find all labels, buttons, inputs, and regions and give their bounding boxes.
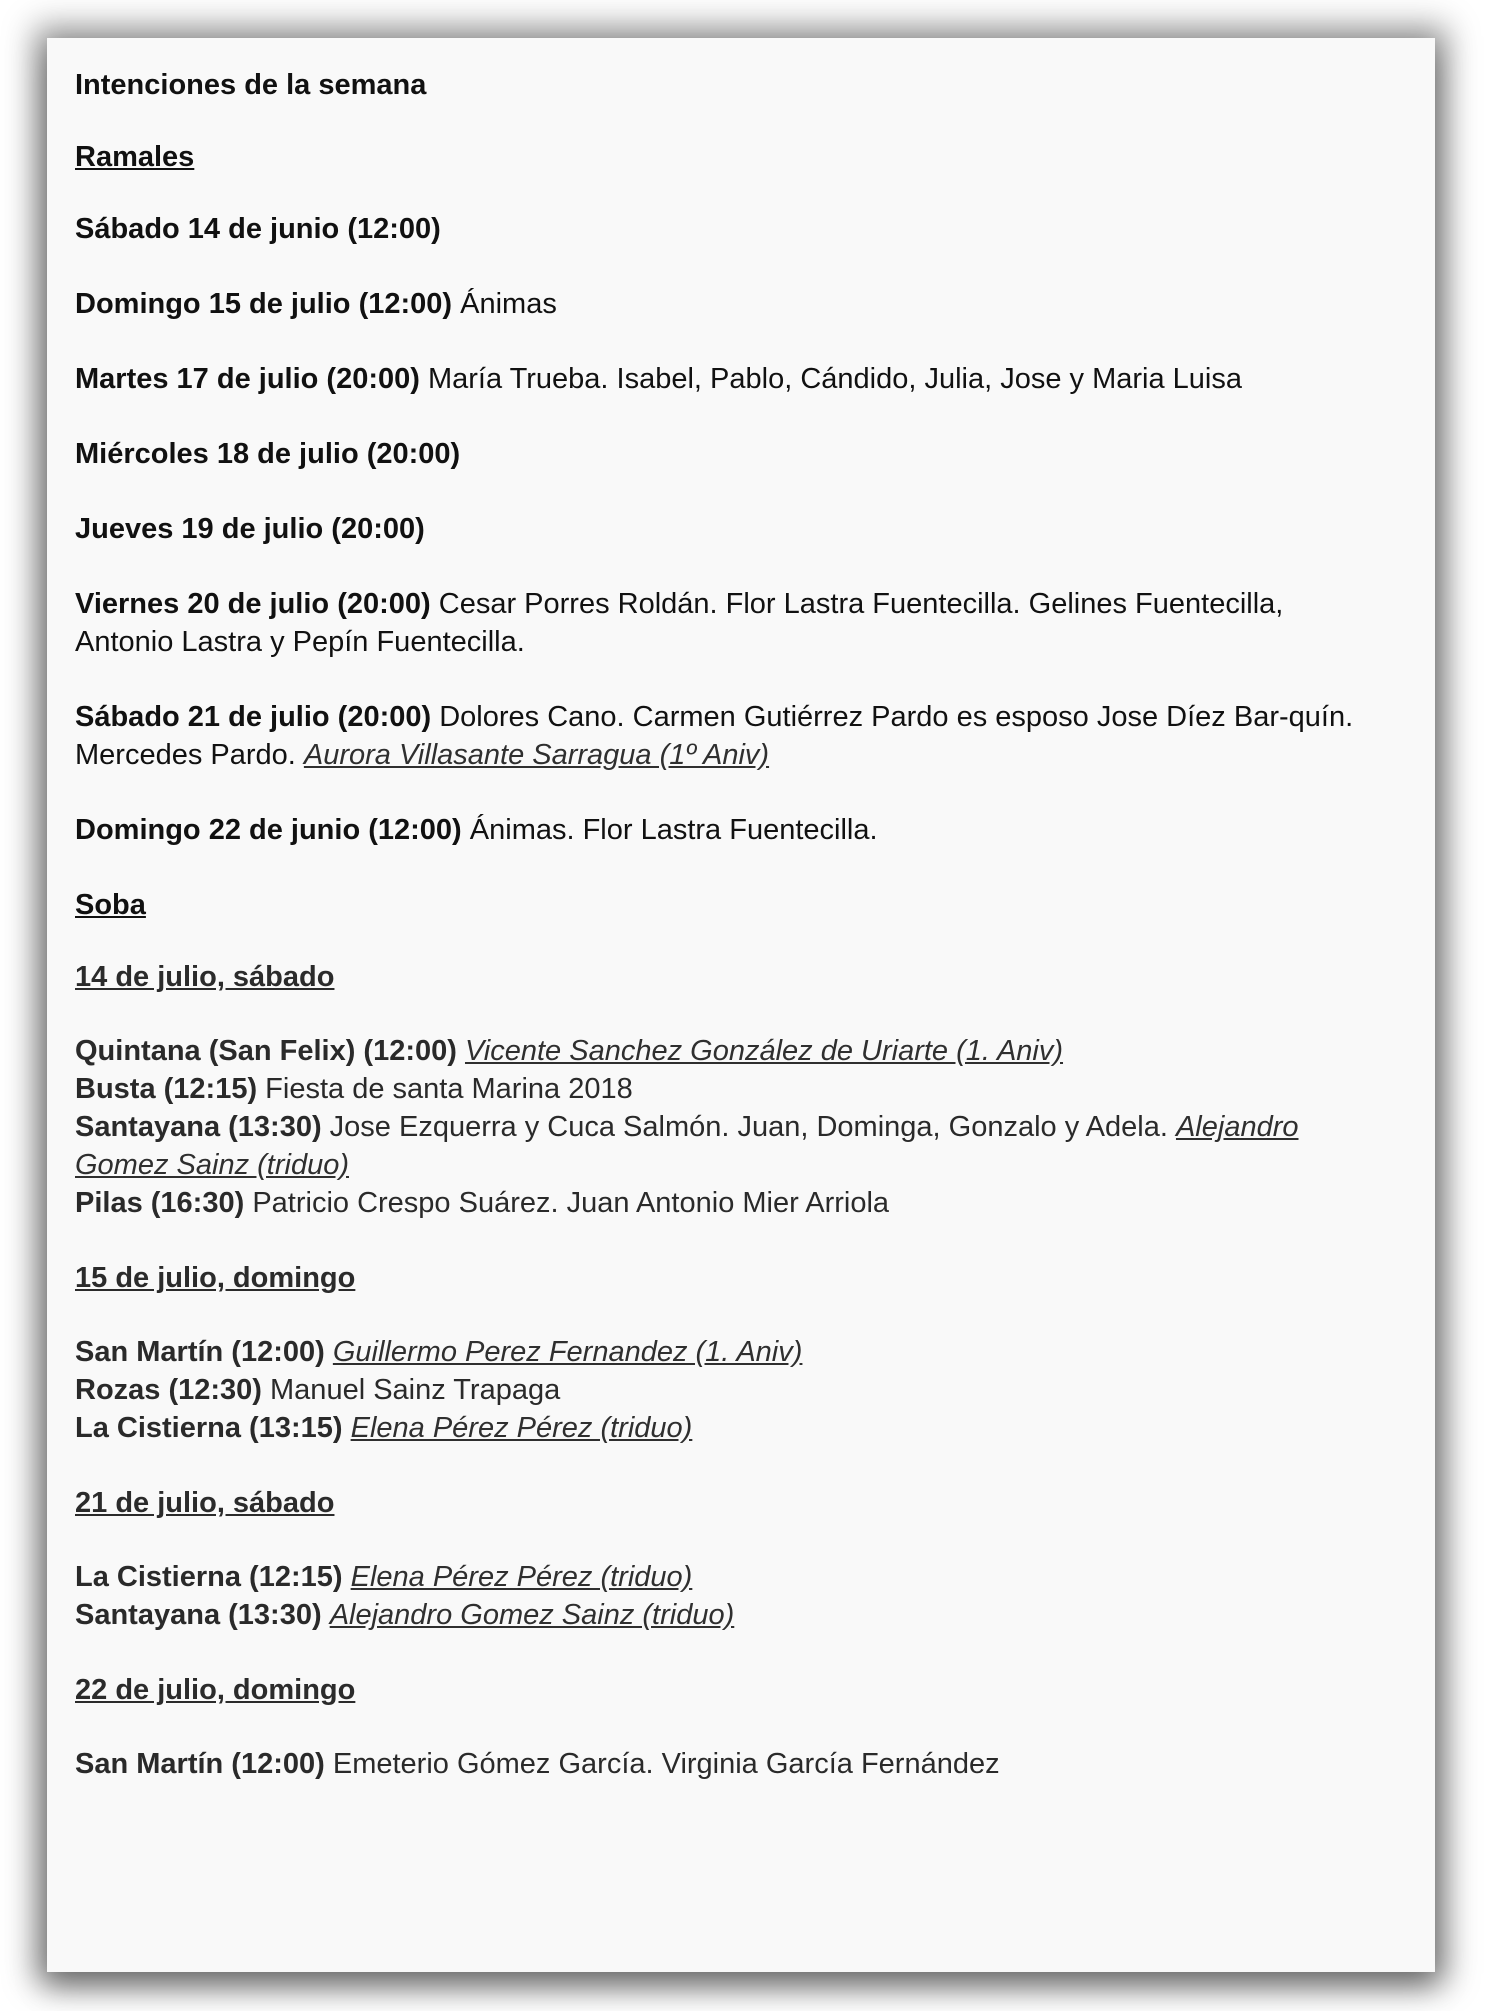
entry-date: Viernes 20 de julio (20:00) xyxy=(75,588,431,620)
entry-text: Patricio Crespo Suárez. Juan Antonio Mier Arriola xyxy=(244,1187,890,1219)
soba-entry xyxy=(75,1409,1380,1447)
soba-entry xyxy=(75,1184,1380,1222)
ramales-entry xyxy=(75,285,1380,323)
entry-text xyxy=(325,1336,333,1368)
soba-day-heading: 15 de julio, domingo xyxy=(75,1262,356,1294)
entry-triduo: Alejandro Gomez Sainz (triduo) xyxy=(329,1599,735,1631)
entry-text: Manuel Sainz Trapaga xyxy=(261,1374,561,1406)
soba-entry xyxy=(75,1032,1380,1070)
entry-text xyxy=(343,1561,351,1593)
entry-date: Sábado 14 de junio (12:00) xyxy=(75,213,441,245)
entry-text: Ánimas xyxy=(452,288,557,320)
entry-date: Miércoles 18 de julio (20:00) xyxy=(75,438,461,470)
soba-day-heading: 14 de julio, sábado xyxy=(75,961,335,993)
soba-entry xyxy=(75,1371,1380,1409)
soba-entry xyxy=(75,1333,1380,1371)
entry-place: Santayana (13:30) xyxy=(75,1111,322,1143)
entry-anniversary: Vicente Sanchez González de Uriarte (1. Aniv) xyxy=(464,1035,1064,1067)
document-title: Intenciones de la semana xyxy=(75,69,427,101)
soba-entry xyxy=(75,1108,1380,1184)
ramales-entry xyxy=(75,698,1380,774)
entry-anniversary: Guillermo Perez Fernandez (1. Aniv) xyxy=(332,1336,803,1368)
entry-date: Sábado 21 de julio (20:00) xyxy=(75,701,432,733)
ramales-entry xyxy=(75,585,1380,661)
entry-triduo: Alejandro Gomez Sainz (triduo) xyxy=(75,1111,1299,1181)
entry-place: La Cistierna (13:15) xyxy=(75,1412,343,1444)
entry-place: Santayana (13:30) xyxy=(75,1599,322,1631)
entry-place: Busta (12:15) xyxy=(75,1073,258,1105)
soba-entry xyxy=(75,1070,1380,1108)
entry-place: Quintana (San Felix) (12:00) xyxy=(75,1035,457,1067)
entry-date: Domingo 22 de junio (12:00) xyxy=(75,814,462,846)
entry-place: San Martín (12:00) xyxy=(75,1748,325,1780)
entry-text: María Trueba. Isabel, Pablo, Cándido, Julia, Jose y Maria Luisa xyxy=(419,363,1243,395)
soba-section xyxy=(75,958,1380,1783)
soba-entry xyxy=(75,1558,1380,1596)
soba-day-heading: 21 de julio, sábado xyxy=(75,1487,335,1519)
entry-text: Ánimas. Flor Lastra Fuentecilla. xyxy=(461,814,878,846)
entry-place: San Martín (12:00) xyxy=(75,1336,325,1368)
entry-anniversary: Aurora Villasante Sarragua (1º Aniv) xyxy=(303,739,770,771)
ramales-entry xyxy=(75,435,1380,473)
ramales-entry xyxy=(75,360,1380,398)
entry-place: Rozas (12:30) xyxy=(75,1374,262,1406)
entry-text: Jose Ezquerra y Cuca Salmón. Juan, Dominga, Gonzalo y Adela. xyxy=(321,1111,1176,1143)
entry-text: Fiesta de santa Marina 2018 xyxy=(257,1073,633,1105)
entry-place: La Cistierna (12:15) xyxy=(75,1561,343,1593)
document-page xyxy=(47,38,1435,1972)
entry-triduo: Elena Pérez Pérez (triduo) xyxy=(350,1412,693,1444)
entry-text xyxy=(343,1412,351,1444)
soba-entry xyxy=(75,1745,1380,1783)
entry-date: Jueves 19 de julio (20:00) xyxy=(75,513,425,545)
entry-text: Emeterio Gómez García. Virginia García Fernández xyxy=(324,1748,1000,1780)
entry-text xyxy=(322,1599,330,1631)
soba-entry xyxy=(75,1596,1380,1634)
entry-place: Pilas (16:30) xyxy=(75,1187,245,1219)
entry-text xyxy=(457,1035,465,1067)
ramales-entry xyxy=(75,210,1380,248)
entry-date: Domingo 15 de julio (12:00) xyxy=(75,288,453,320)
soba-day-heading: 22 de julio, domingo xyxy=(75,1674,356,1706)
ramales-entry xyxy=(75,811,1380,849)
entry-text: Dolores Cano. Carmen Gutiérrez Pardo es esposo Jose Díez Bar-quín. Mercedes Pardo. xyxy=(75,701,1354,771)
entry-text: Cesar Porres Roldán. Flor Lastra Fuentecilla. Gelines Fuentecilla, Antonio Lastra y Pepín Fuentecilla. xyxy=(75,588,1284,658)
entry-triduo: Elena Pérez Pérez (triduo) xyxy=(350,1561,693,1593)
section-heading-ramales: Ramales xyxy=(75,141,195,173)
entry-date: Martes 17 de julio (20:00) xyxy=(75,363,420,395)
section-heading-soba: Soba xyxy=(75,889,146,921)
ramales-entry xyxy=(75,510,1380,548)
